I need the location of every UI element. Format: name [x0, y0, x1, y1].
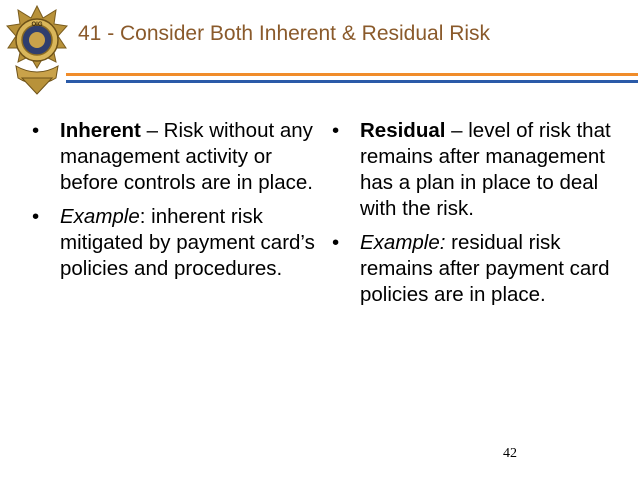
slide-title: 41 - Consider Both Inherent & Residual Risk	[78, 22, 491, 45]
bullet-dot-icon: •	[332, 231, 340, 254]
bullet-term: Residual	[360, 119, 446, 142]
bullet-inherent	[30, 118, 315, 196]
bullet-term: Inherent	[60, 119, 141, 142]
page-number: 42	[503, 446, 517, 461]
bullet-text: : inherent risk mitigated by payment card’s policies and procedures.	[60, 205, 315, 280]
badge-seal-icon	[6, 4, 68, 96]
bullet-text: – Risk without any management activity or before controls are in place.	[60, 119, 313, 194]
bullet-term: Example:	[360, 231, 446, 254]
bullet-text: residual risk remains after payment card policies are in place.	[360, 231, 610, 306]
bullet-term: Example	[60, 205, 140, 228]
left-column	[30, 118, 315, 290]
bullet-dot-icon: •	[32, 119, 40, 142]
bullet-example-inherent	[30, 204, 315, 282]
title-rule-blue	[66, 80, 638, 83]
bullet-example-residual	[330, 230, 620, 308]
title-rule-orange	[66, 73, 638, 76]
bullet-residual	[330, 118, 620, 222]
bullet-dot-icon: •	[332, 119, 340, 142]
bullet-dot-icon: •	[32, 205, 40, 228]
right-column	[330, 118, 620, 316]
bullet-text: – level of risk that remains after management has a plan in place to deal with the risk.	[360, 119, 611, 220]
badge-text: OIG	[31, 22, 43, 28]
